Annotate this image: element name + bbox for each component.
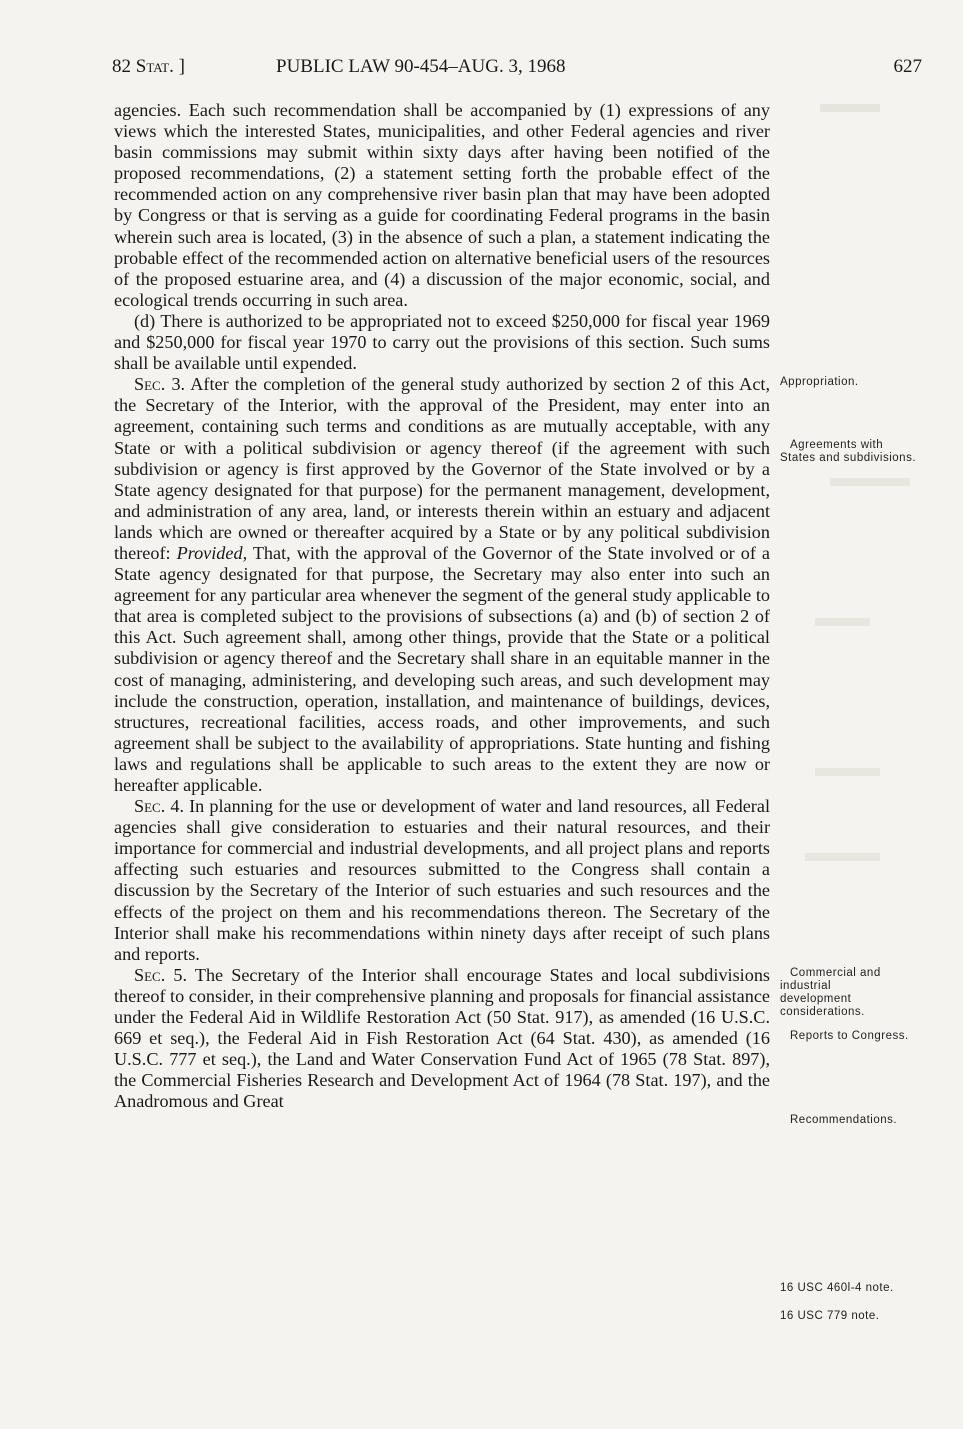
section-5-label: Sec. 5. bbox=[134, 964, 188, 985]
section-4-label: Sec. 4. bbox=[134, 796, 185, 817]
margin-note-commercial: Commercial and industrial development considerations. bbox=[780, 967, 881, 1018]
section-3: Sec. 3. After the completion of the general study authorized by section 2 of this Act, the Secretary of the Interior, with the approval of the President, may enter into an agreement, containing such terms and conditions as are mutually acceptable, with any State or with a political subdivision or agency thereof (if the agreement with such subdivision or agency is first approved by the Governor of the State involved or by a State agency designated for that purpose) for the permanent management, development, and administration of any area, land, or interests therein within an estuary and adjacent lands which are owned or thereafter acquired by a State or by any political subdivision thereof: Provided, That, with the approval of the Governor of the State involved or of a State agency designated for that purpose, the Secretary may also enter into such an agreement for any particular area whenever the segment of the general study applicable to that area is completed subject to the provisions of subsections (a) and (b) of section 2 of this Act. Such agreement shall, among other things, provide that the State or a political subdivision or agency thereof and the Secretary shall share in an equitable manner in the cost of managing, administering, and developing such areas, and such development may include the construction, operation, installation, and maintenance of buildings, devices, structures, recreational facilities, access roads, and other improvements, and such agreement shall be subject to the availability of appropriations. State hunting and fishing laws and regulations shall be applicable to such areas to the extent they are now or hereafter applicable. bbox=[114, 374, 770, 795]
page-number: 627 bbox=[893, 56, 922, 77]
bleed-through-mark bbox=[815, 618, 870, 626]
bleed-through-mark bbox=[830, 478, 910, 486]
margin-note-usc-779: 16 USC 779 note. bbox=[780, 1310, 880, 1322]
provided-term: Provided, bbox=[176, 542, 248, 563]
stat-reference: 82 Stat. ] bbox=[112, 56, 185, 77]
running-header bbox=[112, 56, 922, 82]
section-5: Sec. 5. The Secretary of the Interior shall encourage States and local subdivisions thereof to consider, in their comprehensive planning and proposals for financial assistance under the Federal Aid in Wildlife Restoration Act (50 Stat. 917), as amended (16 U.S.C. 669 et seq.), the Federal Aid in Fish Restoration Act (64 Stat. 430), as amended (16 U.S.C. 777 et seq.), the Land and Water Conservation Fund Act of 1965 (78 Stat. 897), the Commercial Fisheries Research and Development Act of 1964 (78 Stat. 197), and the Anadromous and Great bbox=[114, 964, 771, 1112]
law-title: PUBLIC LAW 90-454–AUG. 3, 1968 bbox=[276, 56, 566, 77]
bleed-through-mark bbox=[815, 768, 880, 776]
bleed-through-mark bbox=[805, 853, 880, 861]
section-4: Sec. 4. In planning for the use or development of water and land resources, all Federal agencies shall give consideration to estuaries and their natural resources, and their importance for commercial and industrial developments, and all project plans and reports affecting such estuaries and resources submitted to the Congress shall contain a discussion by the Secretary of the Interior of such estuaries and such resources and the effects of the project on them and his recommendations thereon. The Secretary of the Interior shall make his recommendations within ninety days after receipt of such plans and reports. bbox=[114, 796, 770, 964]
section-3-label: Sec. 3. bbox=[134, 374, 186, 395]
margin-note-agreements: Agreements with States and subdivisions. bbox=[780, 439, 917, 464]
paragraph-recommendation-contents: agencies. Each such recommendation shall be accompanied by (1) expressions of any views which the interested States, municipalities, and other Federal agencies and river basin commissions may submit within sixty days after having been notified of the proposed recommendations, (2) a statement setting forth the probable effect of the recommended action on any comprehensive river basin plan that may have been adopted by Congress or that is serving as a guide for coordinating Federal programs in the basin wherein such area is located, (3) in the absence of such a plan, a statement indicating the probable effect of the recommended action on alternative beneficial users of the resources of the proposed estuarine area, and (4) a discussion of the major economic, social, and ecological trends occurring in such area. bbox=[114, 100, 770, 310]
paragraph-appropriation: (d) There is authorized to be appropriated not to exceed $250,000 for fiscal year 1969 and $250,000 for fiscal year 1970 to carry out the provisions of this section. Such sums shall be available until expended. bbox=[114, 310, 770, 374]
margin-note-reports: Reports to Congress. bbox=[790, 1030, 909, 1042]
bleed-through-mark bbox=[820, 104, 880, 112]
margin-note-appropriation: Appropriation. bbox=[780, 376, 859, 388]
margin-note-recommendations: Recommendations. bbox=[790, 1114, 898, 1126]
margin-note-usc-460l: 16 USC 460l-4 note. bbox=[780, 1282, 894, 1294]
statute-body bbox=[114, 100, 770, 1113]
